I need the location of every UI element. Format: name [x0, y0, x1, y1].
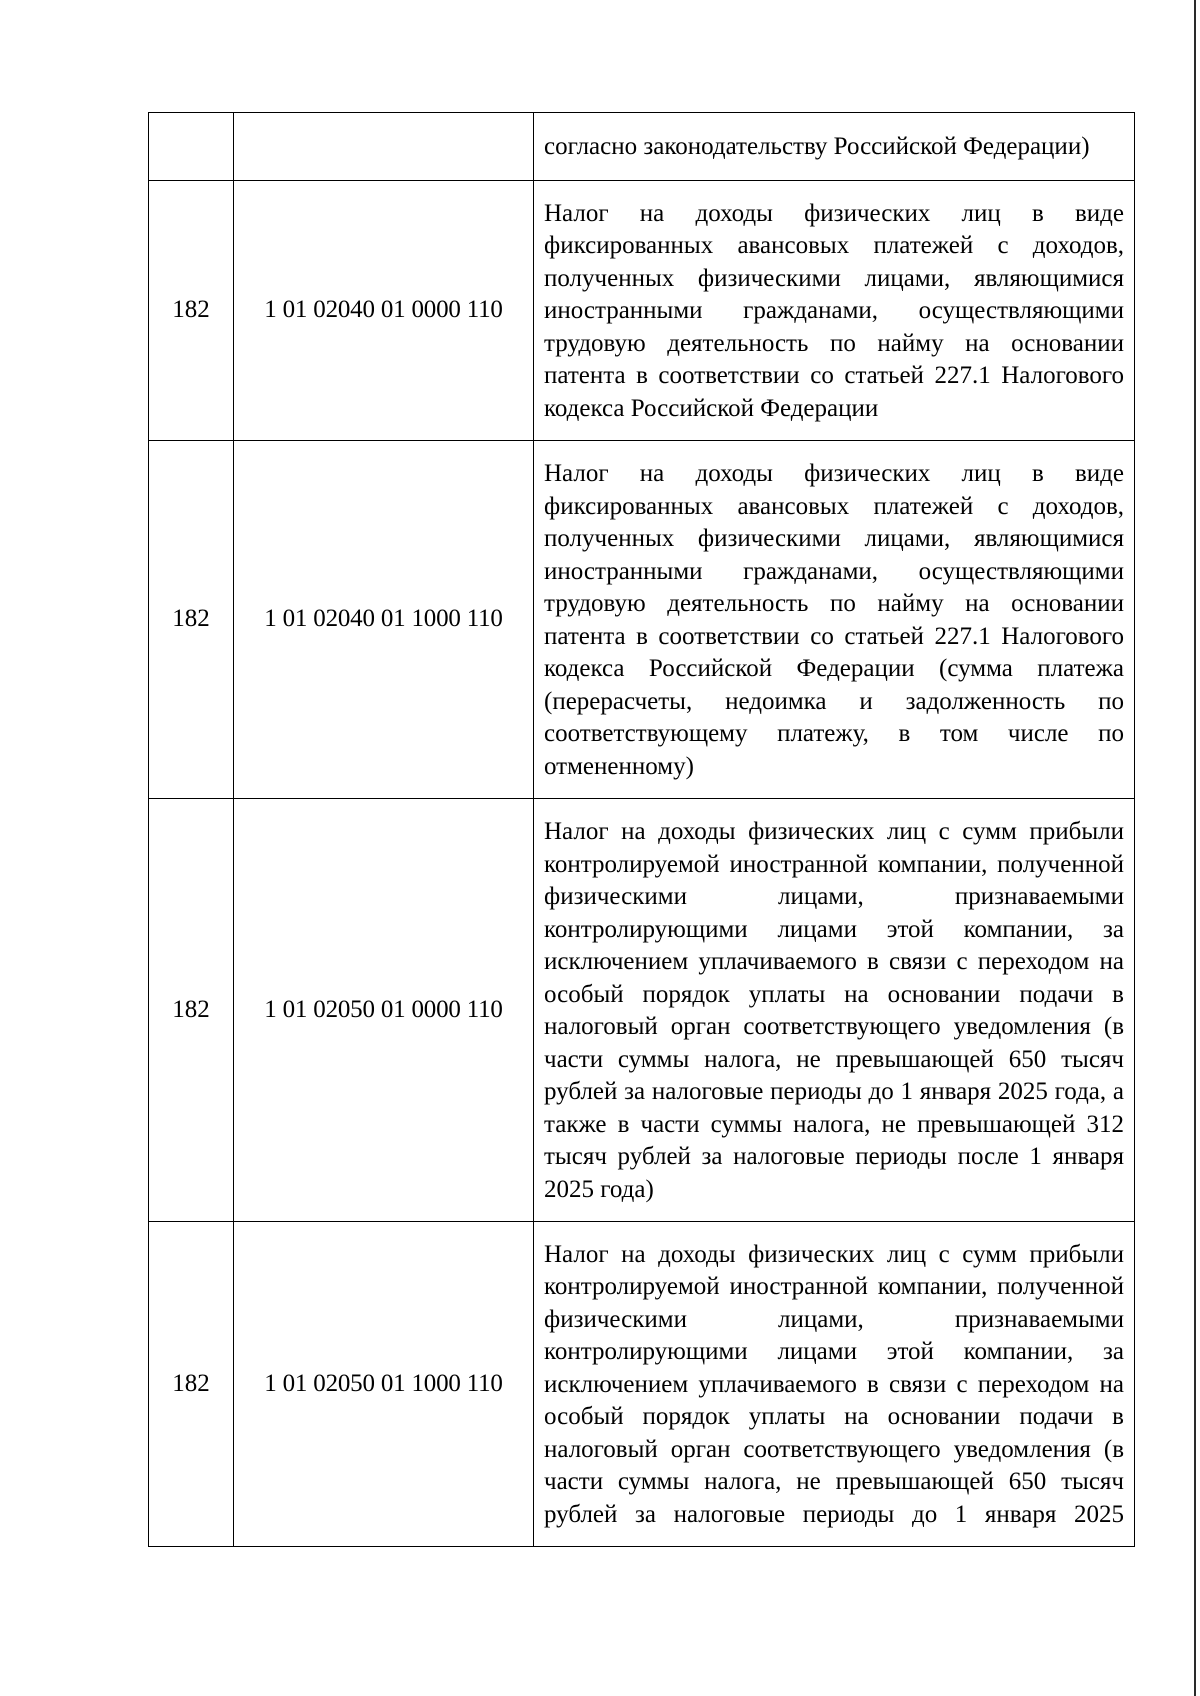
table-row — [149, 113, 1135, 181]
budget-codes-table — [148, 112, 1135, 1547]
description-cell: Налог на доходы физических лиц с сумм прибыли контролируемой иностранной компании, полученной физическими лицами, признаваемыми контролирующими лицами этой компании, за исключением уплачиваемого в связи с переходом на особый порядок уплаты на основании подачи в налоговый орган соответствующего уведомления (в части суммы налога, не превышающей 650 тысяч рублей за налоговые периоды до 1 января 2025 — [534, 1222, 1135, 1547]
admin-code-cell: 182 — [149, 1222, 234, 1547]
table-row — [149, 441, 1135, 799]
table-row — [149, 799, 1135, 1222]
admin-code-cell — [149, 113, 234, 181]
description-cell: Налог на доходы физических лиц с сумм прибыли контролируемой иностранной компании, полученной физическими лицами, признаваемыми контролирующими лицами этой компании, за исключением уплачиваемого в связи с переходом на особый порядок уплаты на основании подачи в налоговый орган соответствующего уведомления (в части суммы налога, не превышающей 650 тысяч рублей за налоговые периоды до 1 января 2025 года, а также в части суммы налога, не превышающей 312 тысяч рублей за налоговые периоды после 1 января 2025 года) — [534, 799, 1135, 1222]
admin-code-cell: 182 — [149, 799, 234, 1222]
kbk-code-cell: 1 01 02040 01 0000 110 — [234, 181, 534, 441]
kbk-code-cell: 1 01 02050 01 1000 110 — [234, 1222, 534, 1547]
table-row — [149, 1222, 1135, 1547]
description-cell: согласно законодательству Российской Федерации) — [534, 113, 1135, 181]
kbk-code-cell: 1 01 02040 01 1000 110 — [234, 441, 534, 799]
page-edge-border — [1194, 0, 1196, 1696]
table-row — [149, 181, 1135, 441]
description-cell: Налог на доходы физических лиц в виде фиксированных авансовых платежей с доходов, полученных физическими лицами, являющимися иностранными гражданами, осуществляющими трудовую деятельность по найму на основании патента в соответствии со статьей 227.1 Налогового кодекса Российской Федерации — [534, 181, 1135, 441]
admin-code-cell: 182 — [149, 181, 234, 441]
admin-code-cell: 182 — [149, 441, 234, 799]
kbk-code-cell — [234, 113, 534, 181]
kbk-code-cell: 1 01 02050 01 0000 110 — [234, 799, 534, 1222]
description-cell: Налог на доходы физических лиц в виде фиксированных авансовых платежей с доходов, полученных физическими лицами, являющимися иностранными гражданами, осуществляющими трудовую деятельность по найму на основании патента в соответствии со статьей 227.1 Налогового кодекса Российской Федерации (сумма платежа (перерасчеты, недоимка и задолженность по соответствующему платежу, в том числе по отмененному) — [534, 441, 1135, 799]
